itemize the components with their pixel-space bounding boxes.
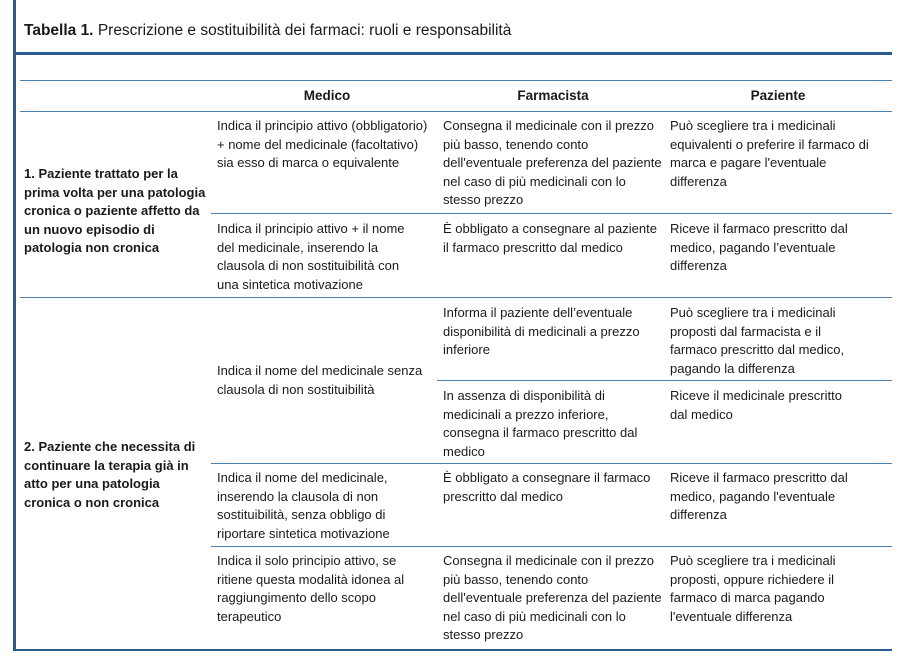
s2-r3-farmacista: Consegna il medicinale con il prezzo più basso, tenendo conto dell'eventuale preferenza del paziente nel caso di più medicinali con lo stesso prezzo — [443, 553, 662, 642]
header-bottom-rule — [20, 111, 892, 112]
header-top-rule — [20, 80, 892, 81]
bottom-rule — [16, 649, 892, 651]
s1-r2-farmacista: È obbligato a consegnare al paziente il farmaco prescritto dal medico — [443, 221, 657, 255]
s1-r1-farmacista: Consegna il medicinale con il prezzo più basso, tenendo conto dell'eventuale preferenza del paziente nel caso di più medicinali con lo stesso prezzo — [443, 118, 662, 207]
header-farmacista: Farmacista — [517, 88, 589, 103]
s2-ga-medico: Indica il nome del medicinale senza clausola di non sostituibilità — [217, 363, 423, 397]
s2-r2-medico: Indica il nome del medicinale, inserendo la clausola di non sostituibilità, senza obbligo di riportare sintetica motivazione — [217, 470, 390, 541]
left-accent-bar — [13, 0, 16, 651]
header-paziente: Paziente — [750, 88, 806, 103]
s1-r1-paziente: Può scegliere tra i medicinali equivalenti o preferire il farmaco di marca e pagare l'eventuale differenza — [670, 118, 869, 189]
row-divider — [211, 463, 892, 464]
header-medico: Medico — [303, 88, 351, 103]
s1-r1-medico: Indica il principio attivo (obbligatorio) + nome del medicinale (facoltativo) sia esso di marca o equivalente — [217, 118, 428, 170]
subrow-divider — [437, 380, 892, 381]
s1-r2-medico: Indica il principio attivo + il nome del medicinale, inserendo la clausola di non sostituibilità con una sintetica motivazione — [217, 221, 405, 292]
section-divider — [20, 297, 892, 298]
s2-ga-r2-farmacista: In assenza di disponibilità di medicinali a prezzo inferiore, consegna il farmaco prescritto dal medico — [443, 388, 638, 459]
caption-rule — [16, 52, 892, 55]
s2-r3-medico: Indica il solo principio attivo, se ritiene questa modalità idonea al raggiungimento dello scopo terapeutico — [217, 553, 405, 624]
section-2-label: 2. Paziente che necessita di continuare la terapia già in atto per una patologia cronica o non cronica — [24, 439, 196, 510]
s2-r2-farmacista: È obbligato a consegnare il farmaco prescritto dal medico — [443, 470, 651, 504]
caption-label: Tabella 1. — [24, 22, 94, 39]
s2-r3-paziente: Può scegliere tra i medicinali proposti, oppure richiedere il farmaco di marca pagando l'eventuale differenza — [670, 553, 836, 624]
caption-title: Prescrizione e sostituibilità dei farmaci: ruoli e responsabilità — [97, 22, 512, 39]
row-divider — [211, 546, 892, 547]
table-caption — [24, 22, 511, 40]
section-1-label: 1. Paziente trattato per la prima volta per una patologia cronica o paziente affetto da un nuovo episodio di patologia non cronica — [24, 166, 206, 255]
s2-ga-r1-paziente: Può scegliere tra i medicinali proposti dal farmacista e il farmaco prescritto dal medico, pagando la differenza — [670, 305, 845, 376]
row-divider — [211, 213, 892, 214]
s1-r2-paziente: Riceve il farmaco prescritto dal medico, pagando l’eventuale differenza — [670, 221, 848, 273]
s2-ga-r2-paziente: Riceve il medicinale prescritto dal medico — [670, 388, 842, 422]
s2-r2-paziente: Riceve il farmaco prescritto dal medico, pagando l'eventuale differenza — [670, 470, 848, 522]
s2-ga-r1-farmacista: Informa il paziente dell’eventuale disponibilità di medicinali a prezzo inferiore — [443, 305, 640, 357]
